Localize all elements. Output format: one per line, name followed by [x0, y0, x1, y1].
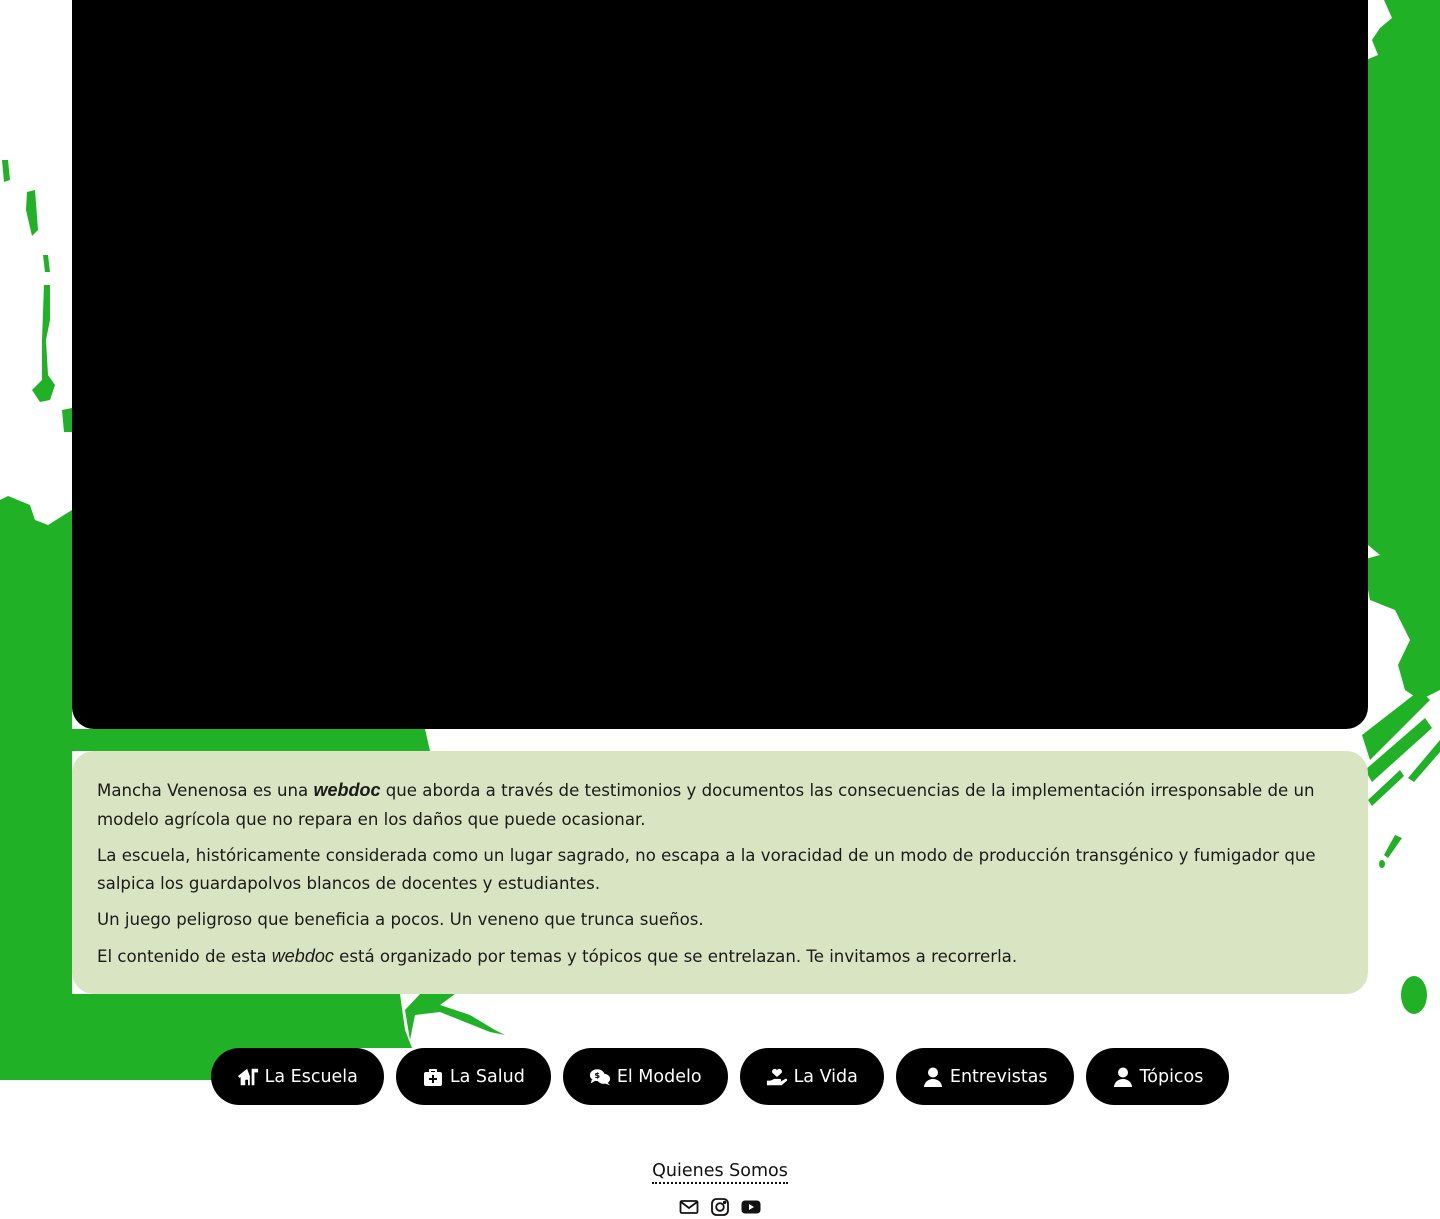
nav-button-la-salud[interactable] [396, 1048, 551, 1105]
nav-label: El Modelo [616, 1066, 702, 1087]
video-player[interactable] [72, 0, 1368, 729]
intro-panel [72, 751, 1368, 994]
nav-label: La Vida [793, 1066, 858, 1087]
quienes-somos-link[interactable]: Quienes Somos [652, 1160, 788, 1184]
nav-label: La Salud [449, 1066, 525, 1087]
nav-button-topicos[interactable] [1086, 1048, 1230, 1105]
user-icon [922, 1067, 944, 1087]
instagram-link[interactable] [709, 1196, 731, 1218]
section-nav [0, 1048, 1440, 1105]
webdoc-emphasis: webdoc [271, 946, 334, 966]
instagram-icon [710, 1197, 730, 1217]
hand-holding-heart-icon [766, 1067, 788, 1087]
social-links [678, 1196, 762, 1218]
youtube-link[interactable] [740, 1196, 762, 1218]
envelope-icon [679, 1197, 699, 1217]
user-icon [1112, 1067, 1134, 1087]
money-comments-icon [589, 1067, 611, 1087]
intro-paragraph-1: Mancha Venenosa es una webdoc que aborda a través de testimonios y documentos las consecuencias de la implementación irresponsable de un modelo agrícola que no repara en los daños que puede ocasionar. [97, 780, 1315, 829]
intro-paragraph-4: El contenido de esta webdoc está organizado por temas y tópicos que se entrelazan. Te invitamos a recorrerla. [97, 946, 1018, 966]
medkit-icon [422, 1067, 444, 1087]
nav-button-la-vida[interactable] [740, 1048, 884, 1105]
youtube-icon [741, 1197, 761, 1217]
brand-name: Mancha Venenosa [97, 781, 248, 800]
nav-button-la-escuela[interactable] [211, 1048, 384, 1105]
intro-paragraph-2: La escuela, históricamente considerada como un lugar sagrado, no escapa a la voracidad de un modo de producción transgénico y fumigador que salpica los guardapolvos blancos de docentes y estudiantes. [97, 845, 1316, 893]
nav-label: Entrevistas [949, 1066, 1048, 1087]
nav-button-entrevistas[interactable] [896, 1048, 1074, 1105]
footer [0, 1160, 1440, 1218]
svg-text:$: $ [594, 1069, 600, 1080]
intro-paragraph-3: Un juego peligroso que beneficia a pocos. Un veneno que trunca sueños. [97, 910, 704, 929]
email-link[interactable] [678, 1196, 700, 1218]
nav-label: La Escuela [264, 1066, 358, 1087]
school-icon [237, 1067, 259, 1087]
nav-button-el-modelo[interactable] [563, 1048, 728, 1105]
webdoc-emphasis: webdoc [313, 780, 381, 800]
nav-label: Tópicos [1139, 1066, 1204, 1087]
